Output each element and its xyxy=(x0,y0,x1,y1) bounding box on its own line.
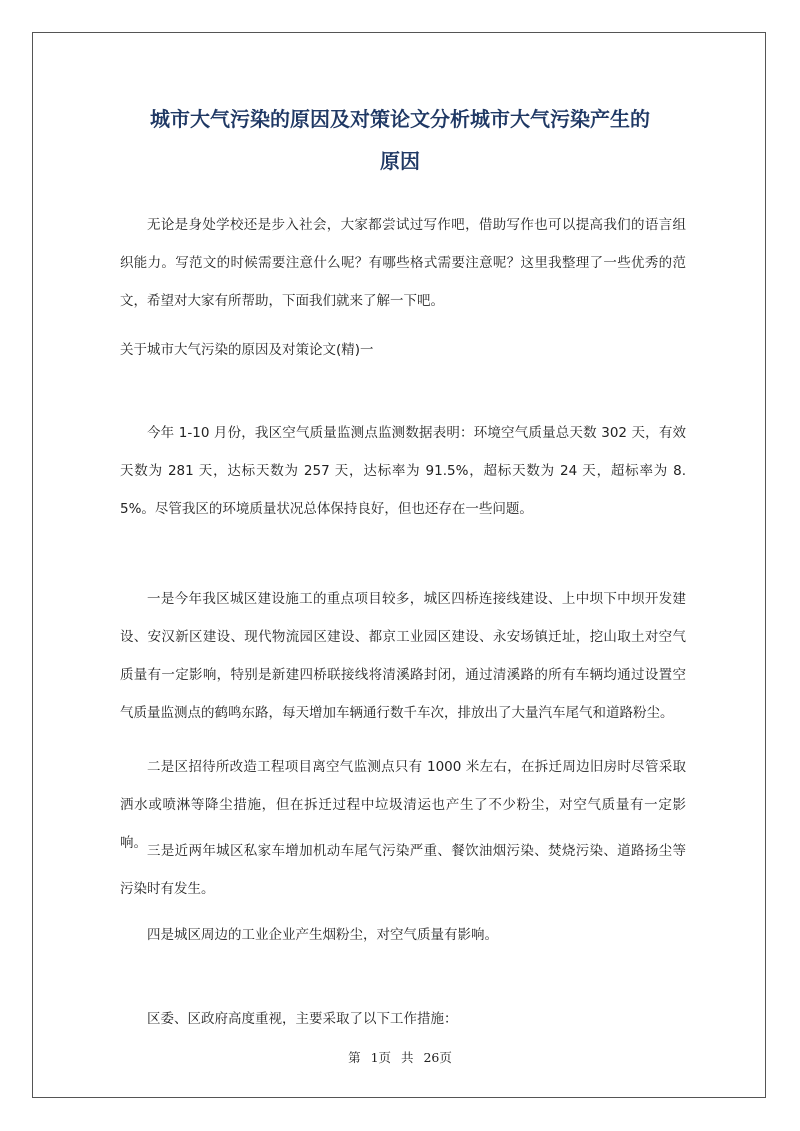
reason-two-paragraph: 二是区招待所改造工程项目离空气监测点只有 1000 米左右，在拆迁周边旧房时尽管采取洒水或喷淋等降尘措施，但在拆迁过程中垃圾清运也产生了不少粉尘，对空气质量有一定影响。 xyxy=(120,759,686,851)
measures-paragraph: 区委、区政府高度重视，主要采取了以下工作措施： xyxy=(147,1011,458,1027)
document-title xyxy=(0,98,800,182)
intro-paragraph: 无论是身处学校还是步入社会，大家都尝试过写作吧，借助写作也可以提高我们的语言组织能力。写范文的时候需要注意什么呢？有哪些格式需要注意呢？这里我整理了一些优秀的范文，希望对大家有所帮助，下面我们就来了解一下吧。 xyxy=(120,217,686,309)
page-indicator: 第 1页 共 26页 xyxy=(348,1050,452,1065)
title-line-2: 原因 xyxy=(380,149,420,173)
reason-one-paragraph: 一是今年我区城区建设施工的重点项目较多，城区四桥连接线建设、上中坝下中坝开发建设、安汉新区建设、现代物流园区建设、都京工业园区建设、永安场镇迁址，挖山取土对空气质量有一定影响，特别是新建四桥联接线将清溪路封闭，通过清溪路的所有车辆均通过设置空气质量监测点的鹤鸣东路，每天增加车辆通行数千车次，排放出了大量汽车尾气和道路粉尘。 xyxy=(120,591,686,721)
reason-three-paragraph: 三是近两年城区私家车增加机动车尾气污染严重、餐饮油烟污染、焚烧污染、道路扬尘等污染时有发生。 xyxy=(120,843,686,897)
title-line-1: 城市大气污染的原因及对策论文分析城市大气污染产生的 xyxy=(150,107,650,131)
section-heading: 关于城市大气污染的原因及对策论文(精)一 xyxy=(120,342,374,358)
data-paragraph: 今年 1-10 月份，我区空气质量监测点监测数据表明：环境空气质量总天数 302 天，有效天数为 281 天，达标天数为 257 天，达标率为 91.5%，超标天数为 24 天，超标率为 8.5%。尽管我区的环境质量状况总体保持良好，但也还存在一些问题。 xyxy=(120,425,686,517)
reason-four-paragraph: 四是城区周边的工业企业产生烟粉尘，对空气质量有影响。 xyxy=(147,927,498,943)
